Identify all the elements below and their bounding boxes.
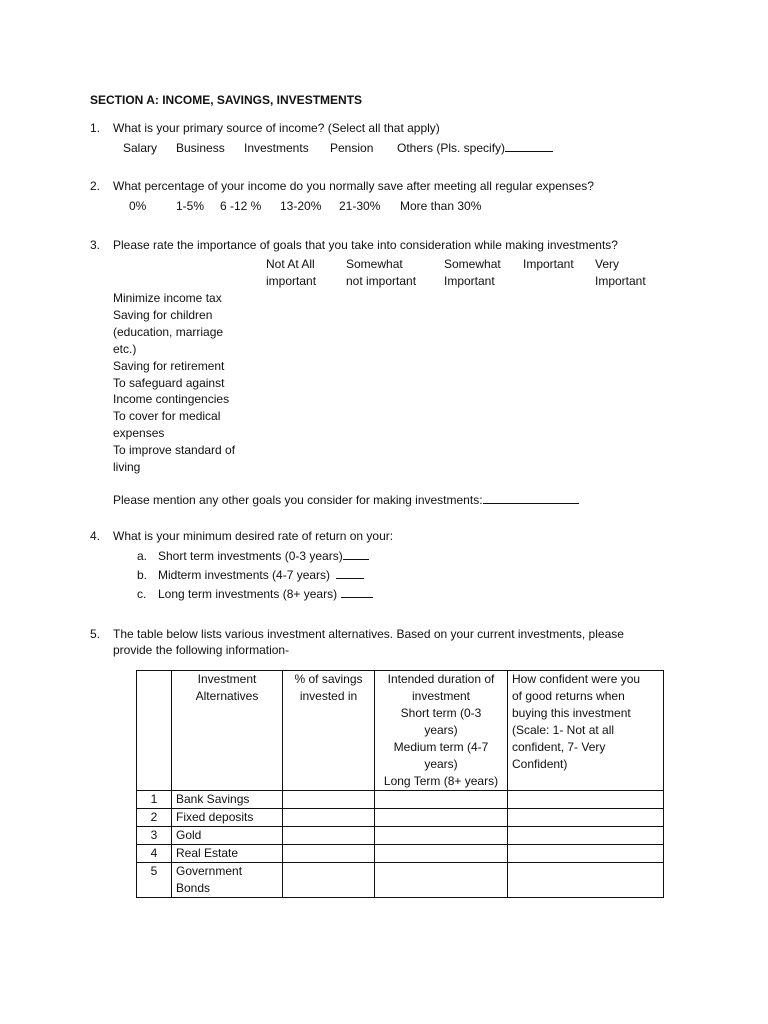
q3-goal-line: Saving for retirement xyxy=(113,358,225,373)
q2-option-21-30[interactable]: 21-30% xyxy=(339,199,381,213)
header-text: Investment xyxy=(197,672,257,686)
header-text: Long Term (8+ years) xyxy=(383,774,499,788)
q2-option-6-12[interactable]: 6 -12 % xyxy=(220,199,262,213)
header-text: Short term (0-3 xyxy=(400,706,482,720)
q2-number: 2. xyxy=(90,179,101,193)
row-alternative: Real Estate xyxy=(172,845,283,863)
q2-option-0[interactable]: 0% xyxy=(129,199,147,213)
section-title: SECTION A: INCOME, SAVINGS, INVESTMENTS xyxy=(90,93,363,107)
q1-number: 1. xyxy=(90,121,101,135)
header-text: confident, 7- Very xyxy=(512,740,606,754)
q3-goal-line: Minimize income tax xyxy=(113,291,222,305)
q3-col-label: Somewhat xyxy=(346,257,403,271)
q3-col-label: Very xyxy=(595,257,620,271)
q1-option-others-label: Others (Pls. specify) xyxy=(397,141,506,155)
row-alternative-line: Government xyxy=(176,864,243,878)
row-confidence-input[interactable] xyxy=(508,809,664,827)
q2-option-13-20[interactable]: 13-20% xyxy=(280,199,322,213)
row-duration-input[interactable] xyxy=(375,791,508,809)
q3-col-label: Important xyxy=(523,257,574,271)
header-text: Alternatives xyxy=(195,689,259,703)
row-number: 3 xyxy=(137,827,172,845)
q4-item-c-text: Long term investments (8+ years) xyxy=(158,587,338,601)
header-num-cell xyxy=(137,671,172,791)
header-text: years) xyxy=(424,723,458,737)
q4-item-c-letter: c. xyxy=(137,587,147,601)
row-percent-input[interactable] xyxy=(283,809,375,827)
table-row xyxy=(137,845,664,863)
q3-col-important xyxy=(523,256,574,273)
row-percent-input[interactable] xyxy=(283,845,375,863)
q1-option-salary[interactable]: Salary xyxy=(123,141,158,155)
q3-goals-list xyxy=(113,290,235,476)
q3-other-goals[interactable] xyxy=(113,492,579,508)
q4-item-a[interactable] xyxy=(158,548,369,564)
q1-option-investments[interactable]: Investments xyxy=(244,141,309,155)
header-percent-savings xyxy=(283,671,375,791)
q4-item-a-blank[interactable] xyxy=(343,548,369,560)
row-alternative xyxy=(172,863,283,898)
row-percent-input[interactable] xyxy=(283,791,375,809)
q3-goal-line: Saving for children xyxy=(113,307,213,322)
q4-item-c[interactable] xyxy=(158,586,373,602)
row-number: 5 xyxy=(137,863,172,898)
q3-goal-line: (education, marriage xyxy=(113,324,224,339)
q3-col-label: Somewhat xyxy=(444,257,501,271)
q5-text-line2: provide the following information- xyxy=(113,643,290,657)
header-text: years) xyxy=(424,757,458,771)
row-confidence-input[interactable] xyxy=(508,863,664,898)
row-number: 1 xyxy=(137,791,172,809)
q3-goal-line: living xyxy=(113,460,141,475)
q3-col-very-important xyxy=(595,256,646,290)
q3-col-somewhat-not xyxy=(346,256,416,290)
q4-item-b[interactable] xyxy=(158,567,364,583)
q4-item-b-blank[interactable] xyxy=(336,567,364,579)
q5-number: 5. xyxy=(90,627,101,641)
row-percent-input[interactable] xyxy=(283,863,375,898)
investment-table xyxy=(136,670,664,898)
row-number: 2 xyxy=(137,809,172,827)
header-text: buying this investment xyxy=(512,706,631,720)
header-text: % of savings xyxy=(294,672,363,686)
q5-text-line1: The table below lists various investment alternatives. Based on your current investments, please xyxy=(113,627,624,641)
header-text: How confident were you xyxy=(512,672,641,686)
q3-goal-line: expenses xyxy=(113,426,165,441)
q3-col-somewhat-important xyxy=(444,256,501,290)
q3-goal-line: To improve standard of xyxy=(113,443,236,458)
header-text: Medium term (4-7 xyxy=(393,740,489,754)
q3-other-goals-blank[interactable] xyxy=(483,492,579,504)
q2-text: What percentage of your income do you normally save after meeting all regular expenses? xyxy=(113,179,594,193)
q4-number: 4. xyxy=(90,529,101,543)
header-text: Confident) xyxy=(512,757,568,771)
header-text: Intended duration of xyxy=(387,672,495,686)
q4-item-b-text: Midterm investments (4-7 years) xyxy=(158,568,331,582)
q2-option-30-plus[interactable]: More than 30% xyxy=(400,199,482,213)
header-confidence xyxy=(508,671,664,791)
q1-option-others[interactable] xyxy=(397,140,553,156)
q4-item-a-text: Short term investments (0-3 years) xyxy=(158,549,343,563)
table-row xyxy=(137,809,664,827)
row-duration-input[interactable] xyxy=(375,809,508,827)
q1-option-business[interactable]: Business xyxy=(176,141,225,155)
q3-col-label: not important xyxy=(346,274,417,288)
row-confidence-input[interactable] xyxy=(508,845,664,863)
row-alternative: Bank Savings xyxy=(172,791,283,809)
row-duration-input[interactable] xyxy=(375,845,508,863)
row-confidence-input[interactable] xyxy=(508,791,664,809)
q3-number: 3. xyxy=(90,238,101,252)
q2-option-1-5[interactable]: 1-5% xyxy=(176,199,205,213)
header-text: invested in xyxy=(299,689,358,703)
row-alternative: Gold xyxy=(172,827,283,845)
table-row xyxy=(137,827,664,845)
q3-other-goals-prompt: Please mention any other goals you consider for making investments: xyxy=(113,493,483,507)
q3-goal-line: To safeguard against xyxy=(113,375,225,390)
q3-col-label: important xyxy=(266,274,317,288)
q1-others-blank[interactable] xyxy=(505,140,553,152)
table-row xyxy=(137,791,664,809)
header-text: (Scale: 1- Not at all xyxy=(512,723,615,737)
row-percent-input[interactable] xyxy=(283,827,375,845)
q3-col-label: Important xyxy=(595,274,646,288)
q3-col-label: Not At All xyxy=(266,257,315,271)
table-header-row xyxy=(137,671,664,791)
row-alternative-line: Bonds xyxy=(176,881,211,895)
q4-text: What is your minimum desired rate of return on your: xyxy=(113,529,394,543)
q3-goal-line: etc.) xyxy=(113,341,137,356)
q1-text: What is your primary source of income? (Select all that apply) xyxy=(113,121,440,135)
header-text: of good returns when xyxy=(512,689,625,703)
header-duration xyxy=(375,671,508,791)
q3-goal-line: To cover for medical xyxy=(113,409,221,424)
row-duration-input[interactable] xyxy=(375,863,508,898)
q4-item-c-blank[interactable] xyxy=(341,586,373,598)
row-alternative: Fixed deposits xyxy=(172,809,283,827)
q3-col-not-at-all xyxy=(266,256,316,290)
row-confidence-input[interactable] xyxy=(508,827,664,845)
q4-item-a-letter: a. xyxy=(137,549,148,563)
q3-goal-line: Income contingencies xyxy=(113,392,230,407)
q3-text: Please rate the importance of goals that you take into consideration while making investments? xyxy=(113,238,618,252)
row-number: 4 xyxy=(137,845,172,863)
table-row xyxy=(137,863,664,898)
row-duration-input[interactable] xyxy=(375,827,508,845)
q1-option-pension[interactable]: Pension xyxy=(330,141,374,155)
q3-col-label: Important xyxy=(444,274,495,288)
header-text: investment xyxy=(411,689,471,703)
header-alternatives xyxy=(172,671,283,791)
q4-item-b-letter: b. xyxy=(137,568,148,582)
